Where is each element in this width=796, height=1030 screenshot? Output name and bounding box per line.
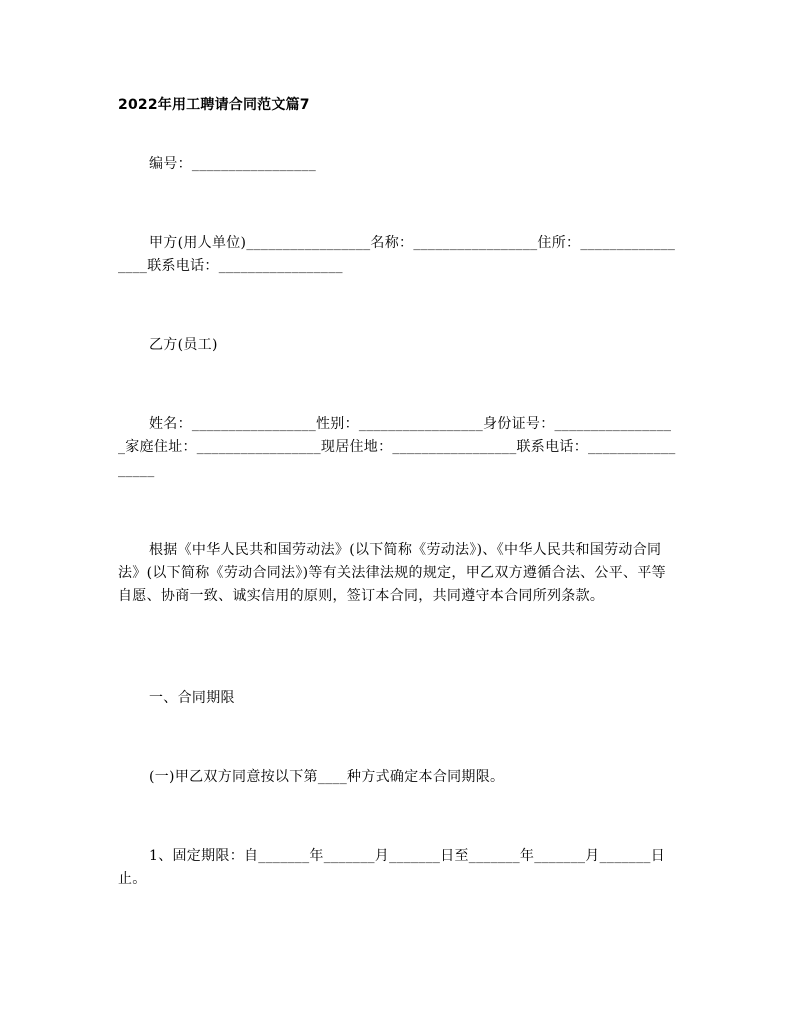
section-heading-contract-term: 一、合同期限 <box>149 690 235 706</box>
term-method-clause: (一)甲乙双方同意按以下第____种方式确定本合同期限。 <box>149 769 505 785</box>
fixed-term-clause: 1、固定期限：自_______年_______月_______日至_______年_______月_______日止。 <box>118 848 666 887</box>
party-a-info: 甲方(用人单位)_________________名称：_________________住所：_________________联系电话：_________________ <box>118 235 676 274</box>
party-b-heading: 乙方(员工) <box>149 337 218 353</box>
document-title: 2022年用工聘请合同范文篇7 <box>118 97 310 113</box>
party-b-info: 姓名：_________________性别：_________________身份证号：_________________家庭住址：_________________现居住地：_________________联系电话：_________________ <box>118 416 676 478</box>
legal-basis-paragraph: 根据《中华人民共和国劳动法》(以下简称《劳动法》)、《中华人民共和国劳动合同法》(以下简称《劳动合同法》)等有关法律法规的规定，甲乙双方遵循合法、公平、平等自愿、协商一致、诚实信用的原则，签订本合同，共同遵守本合同所列条款。 <box>118 542 666 604</box>
contract-number-line: 编号：_________________ <box>149 156 316 172</box>
